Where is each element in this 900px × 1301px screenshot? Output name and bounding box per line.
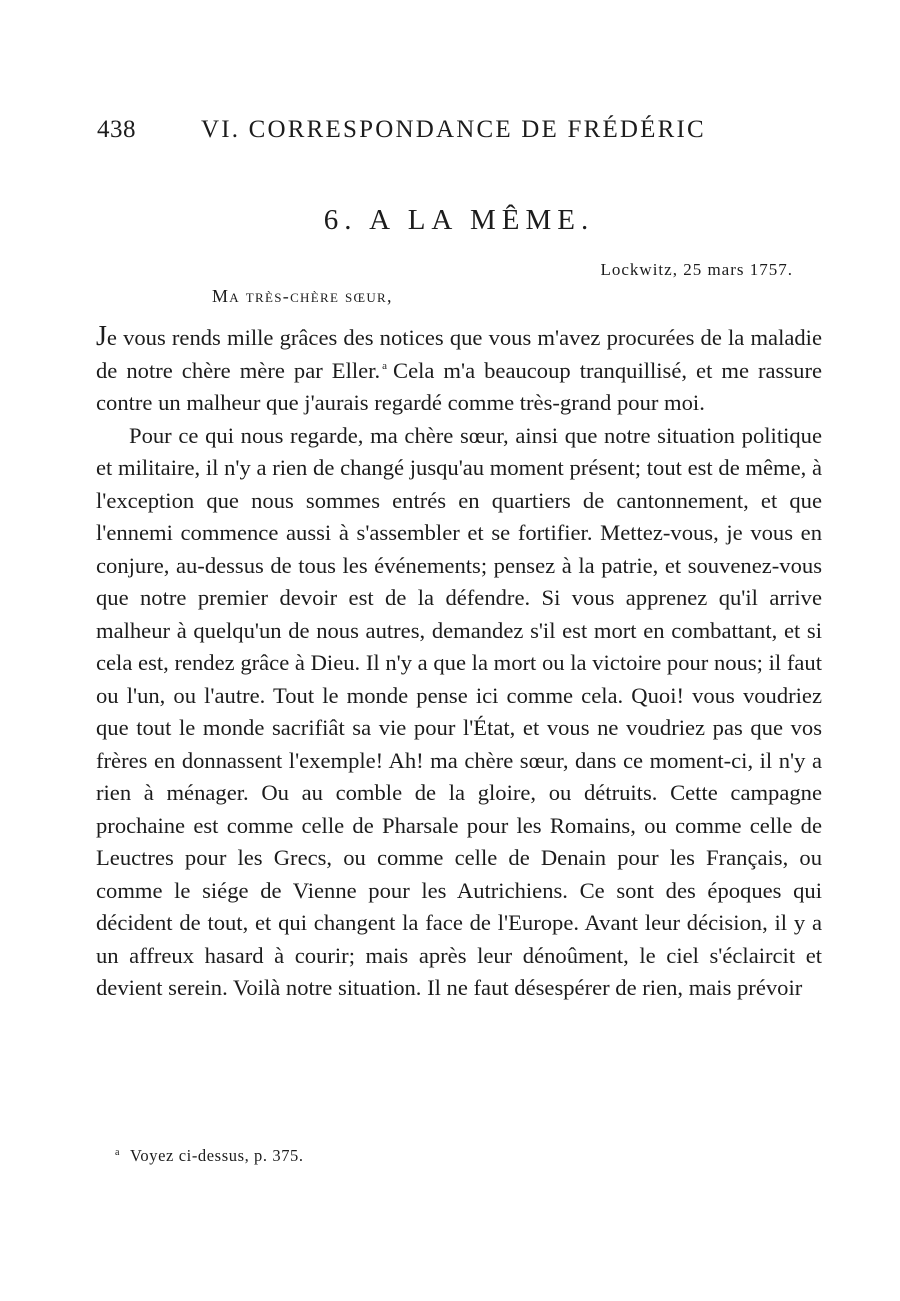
page-number: 438: [97, 116, 136, 143]
letter-title: 6. A LA MÊME.: [323, 204, 595, 236]
running-head: [97, 116, 737, 146]
footnote-text: Voyez ci-dessus, p. 375.: [130, 1146, 304, 1165]
footnote-marker: a: [115, 1147, 121, 1158]
paragraph-1: [96, 321, 822, 420]
drop-cap: J: [96, 321, 107, 352]
running-head-title: VI. CORRESPONDANCE DE FRÉDÉRIC: [201, 116, 706, 143]
letter-body: [96, 321, 822, 1005]
paragraph-2: Pour ce qui nous regarde, ma chère sœur, ainsi que notre situation politique et militaire, il n'y a rien de changé jusqu'au moment présent; tout est de même, à l'exception que nous sommes entrés en quartiers de cantonnement, et que l'ennemi commence aussi à s'assembler et se fortifier. Mettez-vous, je vous en conjure, au-dessus de tous les événements; pensez à la patrie, et souvenez-vous que notre premier devoir est de la défendre. Si vous apprenez qu'il arrive malheur à quelqu'un de nous autres, demandez s'il est mort en combattant, et si cela est, rendez grâce à Dieu. Il n'y a que la mort ou la victoire pour nous; il faut ou l'un, ou l'autre. Tout le monde pense ici comme cela. Quoi! vous voudriez que tout le monde sacrifiât sa vie pour l'État, et vous ne voudriez pas que vos frères en donnassent l'exemple! Ah! ma chère sœur, dans ce moment-ci, il n'y a rien à ménager. Ou au comble de la gloire, ou détruits. Cette campagne prochaine est comme celle de Pharsale pour les Romains, ou comme celle de Leuctres pour les Grecs, ou comme celle de Denain pour les Français, ou comme le siége de Vienne pour les Autrichiens. Ce sont des époques qui décident de tout, et qui changent la face de l'Europe. Avant leur décision, il y a un affreux hasard à courir; mais après leur dénoûment, le ciel s'éclaircit et devient serein. Voilà notre situation. Il ne faut désespérer de rien, mais prévoir: [96, 422, 822, 1000]
paragraph-1-text-before-note: e vous rends mille grâces des notices que vous m'avez procurées de la maladie de notre chère mère par Eller.: [96, 325, 822, 383]
letter-dateline: Lockwitz, 25 mars 1757.: [600, 260, 793, 279]
paragraph-1-text-after-note: Cela m'a beaucoup tranquillisé, et me rassure contre un malheur que j'aurais regardé comme très-grand pour moi.: [96, 357, 822, 415]
footnote: [113, 1146, 304, 1166]
letter-salutation: Ma très-chère sœur,: [212, 286, 393, 306]
footnote-reference: a: [382, 359, 387, 372]
